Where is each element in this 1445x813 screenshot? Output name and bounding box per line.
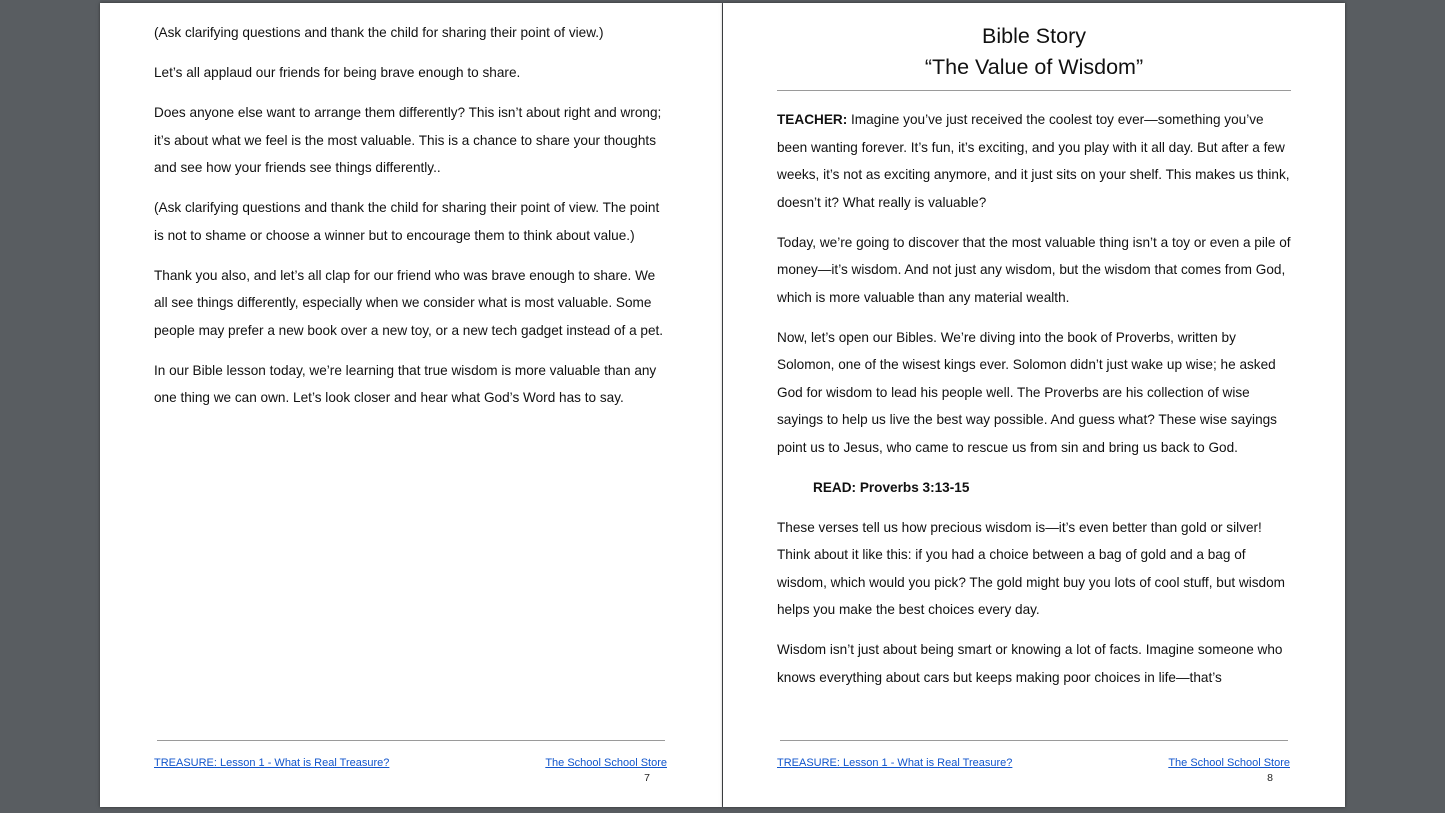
paragraph: Let’s all applaud our friends for being brave enough to share. xyxy=(154,65,521,80)
title-line-2: “The Value of Wisdom” xyxy=(924,55,1144,79)
paragraph: Now, let’s open our Bibles. We’re diving into the book of Proverbs, written by Solomon, one of the wisest kings ever. Solomon didn’t just wake up wise; he asked God for wisdom to lead his people well. The Proverbs are his collection of wise sayings to help us live the best way possible. And guess what? These wise sayings point us to Jesus, who came to rescue us from sin and bring us back to God. xyxy=(777,329,1277,455)
paragraph: In our Bible lesson today, we’re learning that true wisdom is more valuable than any one thing we can own. Let’s look closer and hear what God’s Word has to say. xyxy=(154,362,657,405)
footer-lesson-link[interactable]: TREASURE: Lesson 1 - What is Real Treasure? xyxy=(154,757,390,769)
footer-store-link[interactable]: The School School Store xyxy=(545,757,667,769)
paragraph: (Ask clarifying questions and thank the child for sharing their point of view.) xyxy=(154,25,604,40)
paragraph: (Ask clarifying questions and thank the child for sharing their point of view. The point is not to shame or choose a winner but to encourage them to think about value.) xyxy=(154,200,660,243)
footer-divider xyxy=(157,740,665,741)
paragraph: Today, we’re going to discover that the most valuable thing isn’t a toy or even a pile of money—it’s wisdom. And not just any wisdom, but the wisdom that comes from God, which is more valuable than any material wealth. xyxy=(777,234,1291,305)
teacher-label: TEACHER: xyxy=(777,112,848,127)
paragraph: These verses tell us how precious wisdom is—it’s even better than gold or silver! Think about it like this: if you had a choice between a bag of gold and a bag of wisdom, which would you pick? The gold might buy you lots of cool stuff, but wisdom helps you make the best choices every day. xyxy=(777,519,1286,617)
teacher-paragraph xyxy=(777,106,1291,216)
paragraph: Wisdom isn’t just about being smart or knowing a lot of facts. Imagine someone who knows everything about cars but keeps making poor choices in life—that’s xyxy=(777,642,1283,685)
page-number: 8 xyxy=(1267,772,1273,784)
page-7-body xyxy=(154,19,668,424)
footer-lesson-link[interactable]: TREASURE: Lesson 1 - What is Real Treasure? xyxy=(777,757,1013,769)
page-number: 7 xyxy=(644,772,650,784)
footer-store-link[interactable]: The School School Store xyxy=(1168,757,1290,769)
title-line-1: Bible Story xyxy=(982,24,1086,48)
section-title xyxy=(777,21,1291,91)
page-8-body xyxy=(777,21,1291,704)
page-8 xyxy=(723,3,1345,807)
scripture-reading: READ: Proverbs 3:13-15 xyxy=(813,479,970,495)
paragraph: Does anyone else want to arrange them differently? This isn’t about right and wrong; it’s about what we feel is the most valuable. This is a chance to share your thoughts and see how your friends see things differently.. xyxy=(154,105,662,175)
teacher-text: Imagine you’ve just received the coolest toy ever—something you’ve been wanting forever. It’s fun, it’s exciting, and you play with it all day. But after a few weeks, it’s not as exciting anymore, and it just sits on your shelf. This makes us think, doesn’t it? What really is valuable? xyxy=(777,112,1290,210)
page-7 xyxy=(100,3,722,807)
footer-divider xyxy=(780,740,1288,741)
paragraph: Thank you also, and let’s all clap for our friend who was brave enough to share. We all see things differently, especially when we consider what is most valuable. Some people may prefer a new book over a new toy, or a new tech gadget instead of a pet. xyxy=(154,267,664,338)
